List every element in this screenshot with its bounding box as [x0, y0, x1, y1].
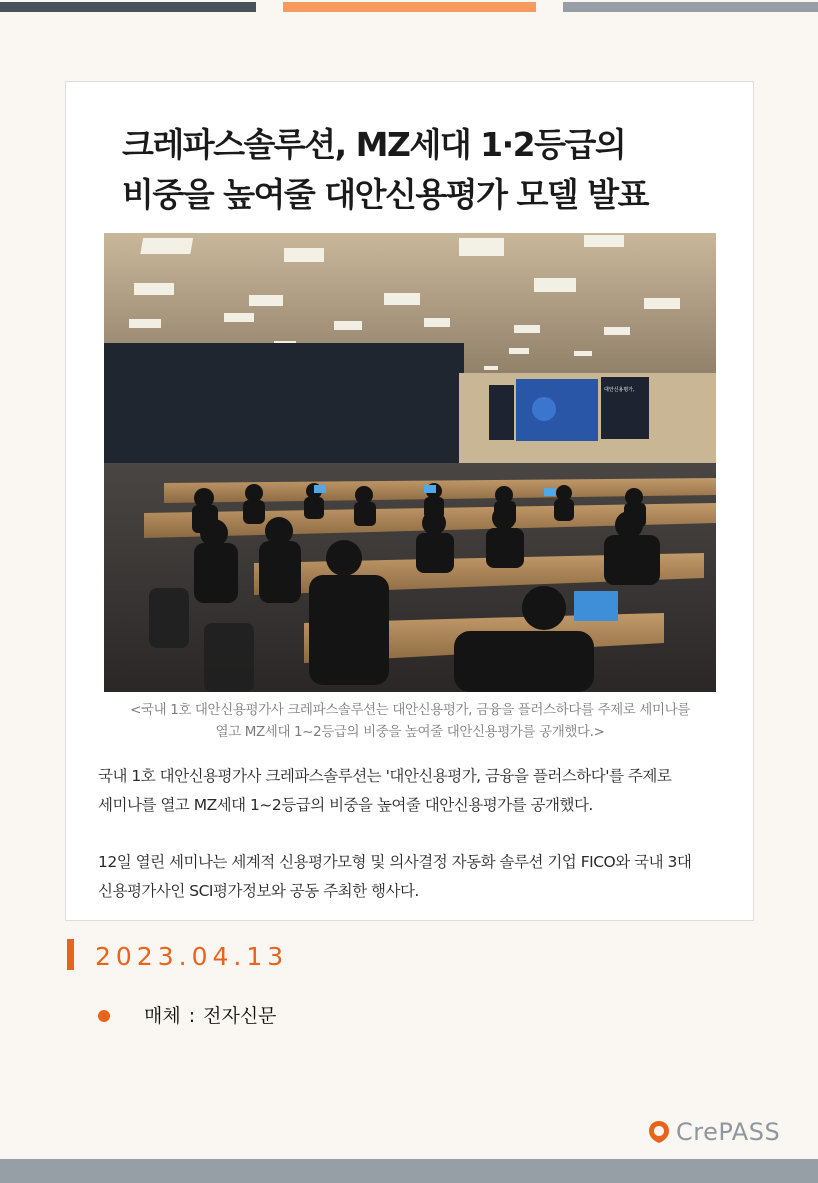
article-card: [65, 81, 754, 921]
article-body: [98, 762, 728, 906]
date-accent-bar: [67, 939, 74, 970]
paragraph-1-line-1: 국내 1호 대안신용평가사 크레파스솔루션는 '대안신용평가, 금융을 플러스하다'를 주제로: [98, 767, 672, 785]
paragraph-1-line-2: 세미나를 열고 MZ세대 1~2등급의 비중을 높여줄 대안신용평가를 공개했다.: [98, 796, 593, 814]
crepass-logo-icon: [648, 1120, 670, 1144]
media-bullet-icon: [98, 1010, 110, 1022]
media-label: 매체: [144, 1005, 181, 1027]
paragraph-2-line-2: 신용평가사인 SCI평가정보와 공동 주최한 행사다.: [98, 882, 419, 900]
headline-line-1: 크레파스솔루션, MZ세대 1·2등급의: [122, 125, 626, 164]
crepass-logo: [648, 1117, 780, 1147]
media-info: [144, 1002, 277, 1030]
article-headline: [122, 120, 722, 220]
seminar-photo: [104, 233, 716, 692]
media-separator: :: [188, 1005, 196, 1027]
media-value: 전자신문: [203, 1005, 277, 1027]
photo-caption: [86, 699, 734, 743]
crepass-logo-text: CrePASS: [676, 1118, 781, 1146]
caption-line-1: <국내 1호 대안신용평가사 크레파스솔루션는 대안신용평가, 금융을 플러스하다를 주제로 세미나를: [130, 702, 690, 718]
paragraph-2-line-1: 12일 열린 세미나는 세계적 신용평가모형 및 의사결정 자동화 솔루션 기업 FICO와 국내 3대: [98, 853, 692, 871]
bottom-bar: [0, 1159, 818, 1183]
top-bar-dark: [0, 2, 256, 12]
headline-line-2: 비중을 높여줄 대안신용평가 모델 발표: [122, 175, 649, 214]
publication-date: 2023.04.13: [95, 942, 289, 971]
top-bar-gray: [563, 2, 818, 12]
top-bar-orange: [283, 2, 536, 12]
caption-line-2: 열고 MZ세대 1~2등급의 비중을 높여줄 대안신용평가를 공개했다.>: [215, 724, 605, 740]
svg-text:대안신용평가,: 대안신용평가,: [604, 387, 635, 393]
